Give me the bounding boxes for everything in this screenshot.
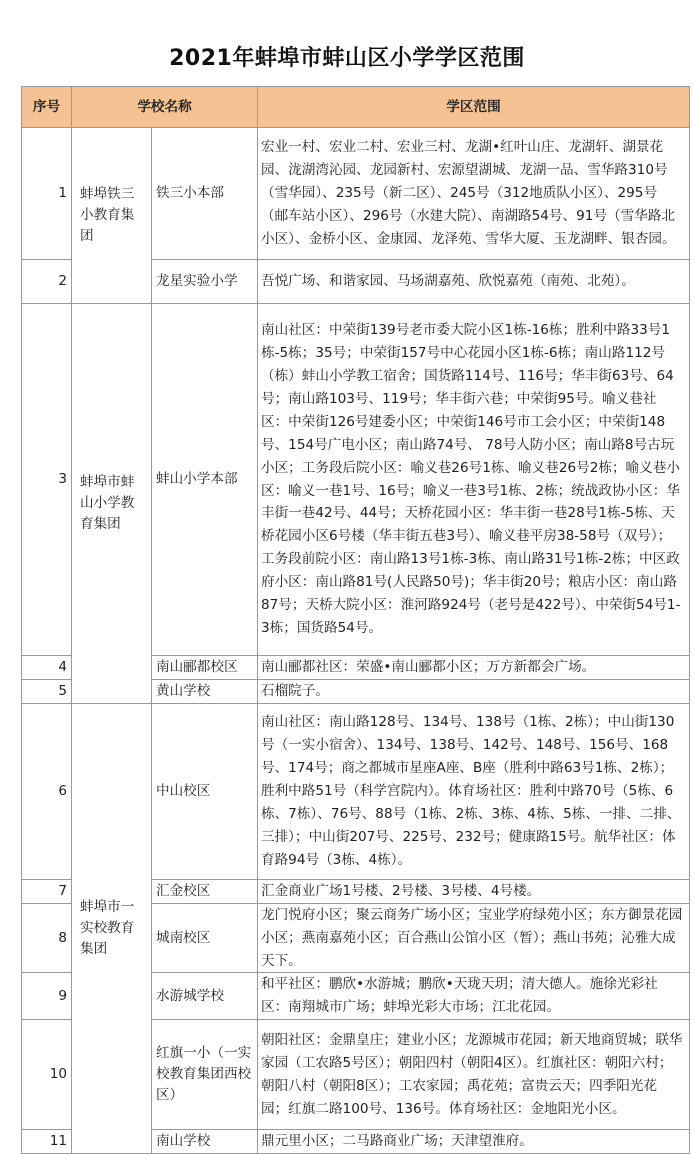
header-school: 学校名称 <box>72 87 258 128</box>
district-area: 南山社区：南山路128号、134号、138号（1栋、2栋）；中山街130号（一实小宿舍）、134号、138号、142号、148号、156号、168号、174号；商之都城市星座A座、B座（胜利中路63号1栋、2栋）；胜利中路51号（科学宫院内）。体育场社区：胜利中路70号（5栋、6栋、7栋）、76号、88号（1栋、2栋、3栋、4栋、5栋、一排、二排、三排）；中山街207号、225号、232号；健康路15号。航华社区：体育路94号（3栋、4栋）。 <box>258 703 690 879</box>
row-number: 4 <box>22 656 72 680</box>
school-district-table <box>21 86 690 1154</box>
row-number: 5 <box>22 679 72 703</box>
table-row <box>22 128 690 260</box>
row-number: 7 <box>22 879 72 903</box>
table-header-row <box>22 87 690 128</box>
district-area: 鼎元里小区；二马路商业广场；天津望淮府。 <box>258 1130 690 1154</box>
district-area: 龙门悦府小区；聚云商务广场小区；宝业学府绿苑小区；东方御景花园小区；燕南嘉苑小区；百合燕山公馆小区（暂）；燕山书苑；沁雅大成天下。 <box>258 903 690 973</box>
school-name: 龙星实验小学 <box>152 260 258 304</box>
row-number: 11 <box>22 1130 72 1154</box>
school-name: 南山郦都校区 <box>152 656 258 680</box>
header-num: 序号 <box>22 87 72 128</box>
school-name: 汇金校区 <box>152 879 258 903</box>
row-number: 2 <box>22 260 72 304</box>
table-row <box>22 703 690 879</box>
school-group: 蚌埠市蚌山小学教育集团 <box>72 304 152 704</box>
district-area: 吾悦广场、和谐家园、马场湖嘉苑、欣悦嘉苑（南苑、北苑）。 <box>258 260 690 304</box>
district-area: 宏业一村、宏业二村、宏业三村、龙湖•红叶山庄、龙湖轩、湖景花园、泷湖湾沁园、龙园新村、宏源望湖城、龙湖一品、雪华路310号（雪华园）、235号（新二区）、245号（312地质队小区）、295号（邮车站小区）、296号（水建大院）、南湖路54号、91号（雪华路北小区）、金桥小区、金康园、龙泽苑、雪华大厦、玉龙湖畔、银杏园。 <box>258 128 690 260</box>
district-area: 南山社区：中荣街139号老市委大院小区1栋-16栋；胜利中路33号1栋-5栋；35号；中荣街157号中心花园小区1栋-6栋；南山路112号（栋）蚌山小学教工宿舍；国货路114号、116号；华丰街63号、64号；南山路103号、119号；华丰街六巷；中荣街95号。喻义巷社区：中荣街126号建委小区；中荣街146号市工会小区；中荣街148号、154号广电小区；南山路74号、 78号人防小区；南山路8号古玩小区；工务段后院小区：喻义巷26号1栋、喻义巷26号2栋；喻义巷小区：喻义一巷1号、16号；喻义一巷3号1栋、2栋；统战政协小区：华丰街一巷42号、44号；天桥花园小区：华丰街一巷28号1栋-5栋、天桥花园小区6号楼（华丰街五巷3号）、喻义巷平房38-58号（双号）；工务段前院小区：南山路13号1栋-3栋、南山路31号1栋-2栋；中区政府小区：南山路81号(人民路50号)；华丰街20号；粮店小区：南山路87号；天桥大院小区：淮河路924号（老号是422号）、中荣街54号1-3栋；国货路54号。 <box>258 304 690 656</box>
school-name: 蚌山小学本部 <box>152 304 258 656</box>
school-name: 城南校区 <box>152 903 258 973</box>
district-area: 汇金商业广场1号楼、2号楼、3号楼、4号楼。 <box>258 879 690 903</box>
row-number: 8 <box>22 903 72 973</box>
table-row <box>22 304 690 656</box>
header-area: 学区范围 <box>258 87 690 128</box>
district-area: 石榴院子。 <box>258 679 690 703</box>
school-name: 铁三小本部 <box>152 128 258 260</box>
school-name: 水游城学校 <box>152 973 258 1020</box>
row-number: 3 <box>22 304 72 656</box>
row-number: 10 <box>22 1020 72 1130</box>
district-area: 南山郦都社区：荣盛•南山郦都小区；万方新都会广场。 <box>258 656 690 680</box>
row-number: 9 <box>22 973 72 1020</box>
district-area: 朝阳社区：金鼎皇庄；建业小区；龙源城市花园；新天地商贸城；联华家园（工农路5号区）；朝阳四村（朝阳4区）。红旗社区：朝阳六村；朝阳八村（朝阳8区）；工农家园；禹花苑；富贵云天；四季阳光花园；红旗二路100号、136号。体育场社区：金地阳光小区。 <box>258 1020 690 1130</box>
school-group: 蚌埠铁三小教育集团 <box>72 128 152 304</box>
school-name: 中山校区 <box>152 703 258 879</box>
row-number: 6 <box>22 703 72 879</box>
school-group: 蚌埠市一实校教育集团 <box>72 703 152 1153</box>
row-number: 1 <box>22 128 72 260</box>
school-name: 南山学校 <box>152 1130 258 1154</box>
school-name: 红旗一小（一实校教育集团西校区） <box>152 1020 258 1130</box>
page-title: 2021年蚌埠市蚌山区小学学区范围 <box>169 46 525 71</box>
district-area: 和平社区：鹏欣•水游城；鹏欣•天珑天玥；清大德人。施徐光彩社区：南翔城市广场；蚌埠光彩大市场；江北花园。 <box>258 973 690 1020</box>
school-name: 黄山学校 <box>152 679 258 703</box>
